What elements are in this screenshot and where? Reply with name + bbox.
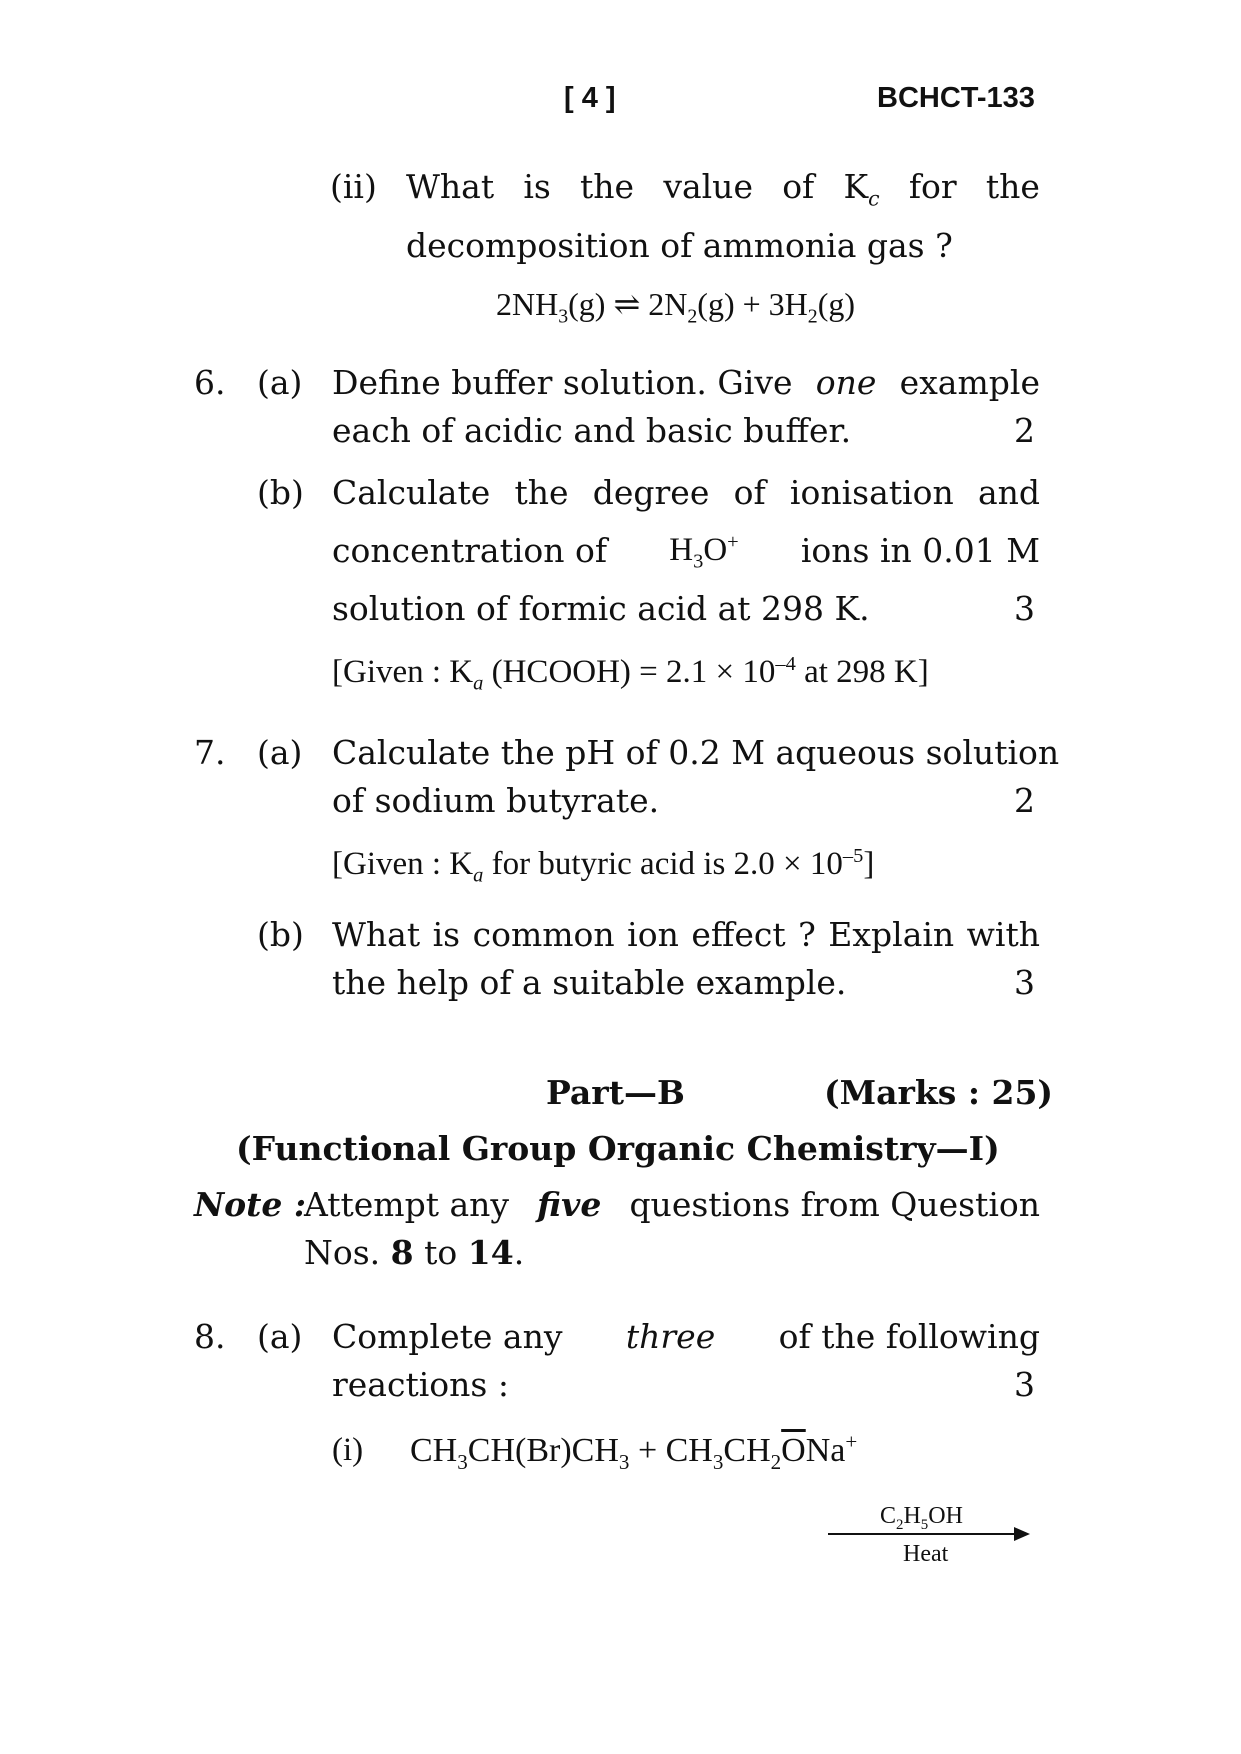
q7a-given: [Given : $K_a$ for butyric acid is $2.0 \times 10^{-5}$] <box>332 845 875 887</box>
q7b-line1: What is common ion effect ? Explain with <box>332 915 1040 954</box>
ammonia-equation: $2NH_3(g)$ ⇌ $2N_2(g) + 3H_2(g)$ <box>496 286 855 328</box>
q6a-marks: 2 <box>1014 411 1035 450</box>
q6b-label: (b) <box>257 473 304 512</box>
note-line1: Attempt any five questions from Question <box>304 1185 1040 1224</box>
reaction-condition-heat: Heat <box>903 1541 949 1567</box>
q5ii-label: (ii) <box>330 167 377 206</box>
q7a-label: (a) <box>257 733 303 772</box>
q5ii-line1: What is the value of $K_c$ for the <box>406 167 1040 211</box>
q8-number: 8. <box>194 1317 226 1356</box>
q6b-line3: solution of formic acid at 298 K. <box>332 589 870 628</box>
q7a-marks: 2 <box>1014 781 1035 820</box>
q6b-line2: concentration of $H_3O^+$ ions in 0.01 M <box>332 531 1040 573</box>
q7b-line2: the help of a suitable example. <box>332 963 847 1002</box>
page-number: [ 4 ] <box>564 82 616 114</box>
q6a-line1: Define buffer solution. Give one example <box>332 363 1040 402</box>
q6b-given: [Given : $K_a$ (HCOOH) = $2.1 \times 10^{-4}$ at 298 K] <box>332 653 929 695</box>
q6b-marks: 3 <box>1014 589 1035 628</box>
q7a-line2: of sodium butyrate. <box>332 781 660 820</box>
partb-title: Part—B <box>546 1073 685 1112</box>
note-line2: Nos. 8 to 14. <box>304 1233 525 1272</box>
q6b-line1: Calculate the degree of ionisation and <box>332 473 1040 512</box>
q7b-marks: 3 <box>1014 963 1035 1002</box>
partb-marks: (Marks : 25) <box>824 1073 1054 1112</box>
q8a-label: (a) <box>257 1317 303 1356</box>
reaction-arrow-icon <box>828 1533 1016 1535</box>
reaction-condition-solvent: $C_2H_5OH$ <box>880 1503 963 1533</box>
q7-number: 7. <box>194 733 226 772</box>
reaction-arrowhead-icon <box>1014 1527 1030 1541</box>
paper-code: BCHCT-133 <box>877 82 1035 114</box>
q6-number: 6. <box>194 363 226 402</box>
q8a-marks: 3 <box>1014 1365 1035 1404</box>
q7b-label: (b) <box>257 915 304 954</box>
q8ai-label: (i) <box>332 1432 364 1468</box>
q8a-line2: reactions : <box>332 1365 509 1404</box>
q8a-line1: Complete any three of the following <box>332 1317 1040 1356</box>
q5ii-line2: decomposition of ammonia gas ? <box>406 226 953 265</box>
partb-subtitle: (Functional Group Organic Chemistry—I) <box>236 1129 1000 1168</box>
note-label: Note : <box>194 1185 307 1224</box>
q8ai-reaction: $CH_3CH(Br)CH_3 + CH_3CH_2\overline{O}Na^+$ <box>410 1429 858 1474</box>
kc-symbol: $K_c$ <box>843 167 880 211</box>
q6a-line2: each of acidic and basic buffer. <box>332 411 852 450</box>
q6a-label: (a) <box>257 363 303 402</box>
hydronium-formula: $H_3O^+$ <box>669 531 739 573</box>
equilibrium-arrow-icon: ⇌ <box>613 286 641 322</box>
q7a-line1: Calculate the pH of 0.2 M aqueous solution <box>332 733 1060 772</box>
